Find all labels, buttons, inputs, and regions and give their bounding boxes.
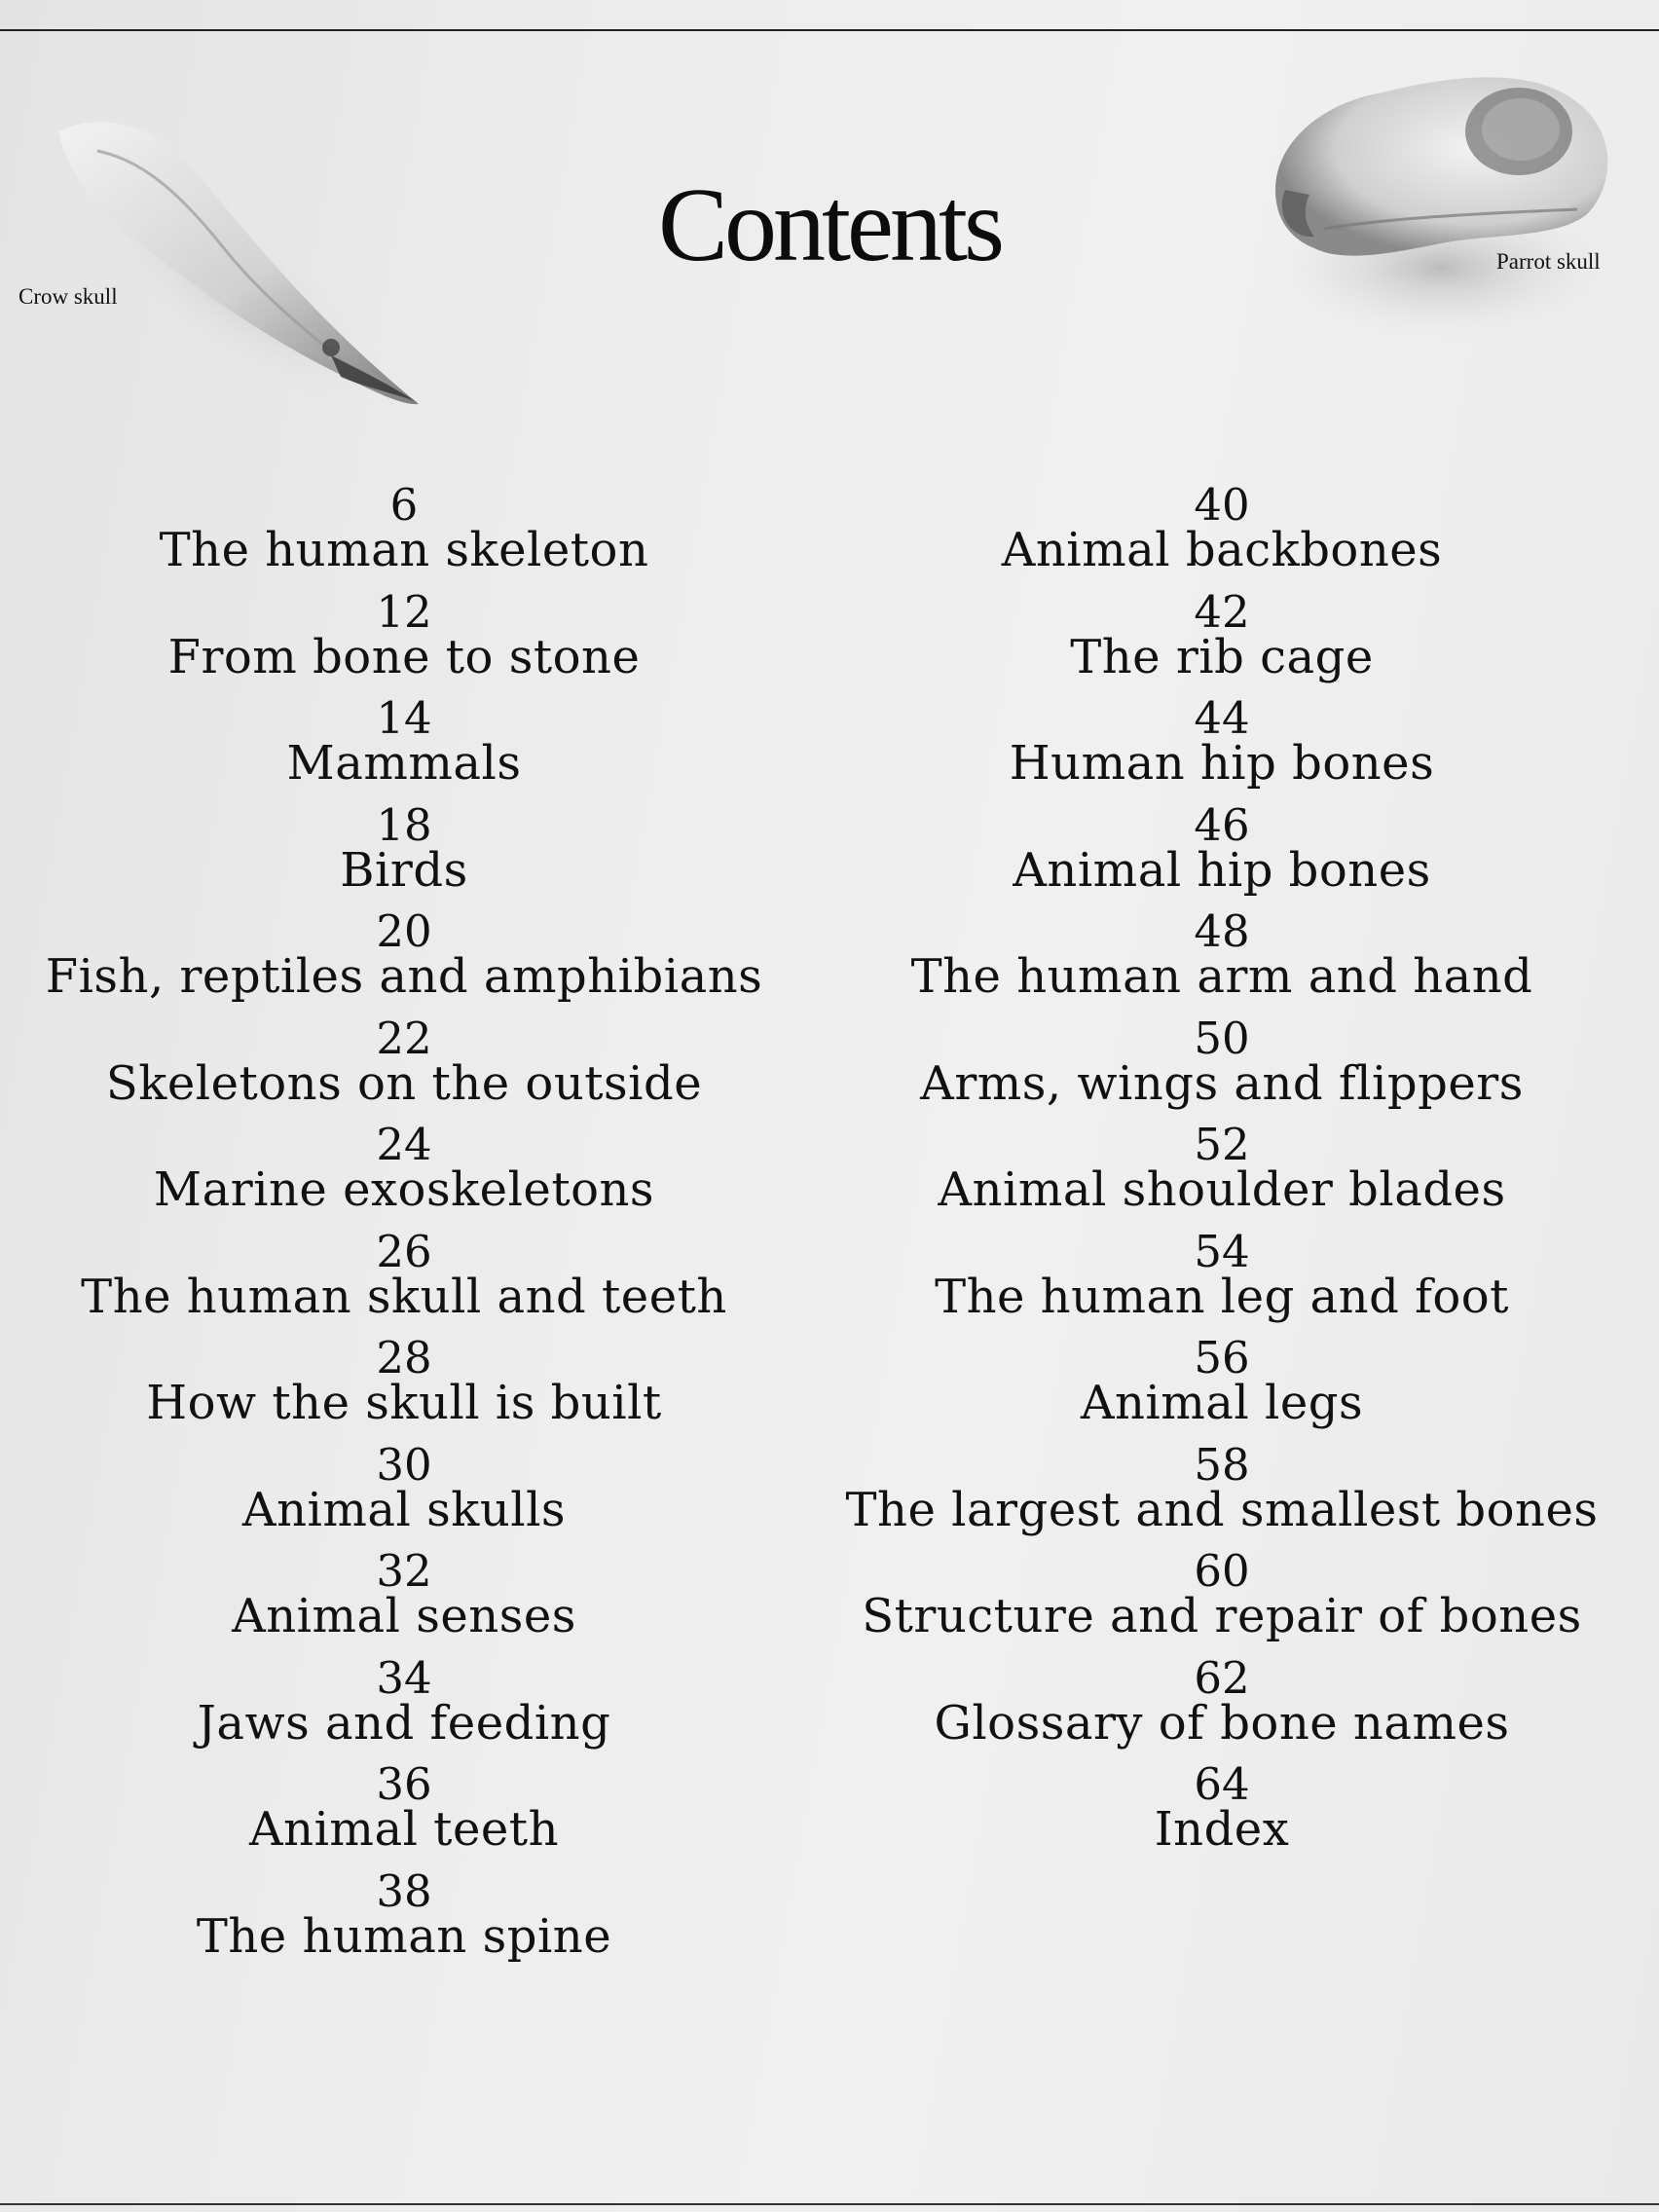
toc-entry [818,1119,1626,1231]
toc-entry-page-number: 32 [376,1545,432,1597]
toc-entry-page-number: 30 [376,1438,432,1491]
toc-right-column [818,479,1626,1870]
toc-entry [0,1864,808,1977]
toc-entry [0,692,808,804]
toc-entry-title: Fish, reptiles and amphibians [45,949,763,1004]
toc-entry-title: Animal shoulder blades [938,1162,1506,1217]
toc-entry-title: Animal legs [1080,1376,1364,1430]
toc-entry-page-number: 12 [376,585,432,638]
toc-entry-title: Birds [340,842,468,898]
toc-entry-title: Glossary of bone names [934,1695,1510,1751]
toc-entry-page-number: 22 [376,1012,432,1064]
toc-entry-page-number: 60 [1194,1545,1250,1597]
toc-entry-title: Mammals [286,736,522,791]
toc-entry-page-number: 50 [1194,1012,1250,1064]
toc-entry [818,1438,1626,1551]
toc-entry [818,585,1626,698]
toc-entry-page-number: 46 [1194,798,1250,851]
toc-entry-page-number: 36 [376,1758,432,1810]
toc-entry [818,1332,1626,1444]
toc-entry [0,1225,808,1338]
toc-entry-page-number: 28 [376,1332,432,1383]
toc-entry [0,1012,808,1124]
toc-entry-title: Marine exoskeletons [153,1162,655,1217]
toc-entry-title: The human spine [196,1908,612,1964]
page-title: Contents [657,167,1001,283]
crow-skull-caption: Crow skull [18,284,118,309]
toc-entry-title: The human leg and foot [935,1269,1509,1324]
toc-entry [0,1758,808,1870]
toc-entry-title: The human arm and hand [910,949,1533,1004]
toc-entry-page-number: 42 [1194,585,1250,638]
bottom-rule [0,2203,1659,2205]
toc-entry-title: Animal teeth [249,1802,559,1857]
toc-entry [0,1545,808,1657]
toc-entry-page-number: 54 [1194,1225,1250,1277]
toc-entry-page-number: 48 [1194,905,1250,957]
toc-entry [818,1651,1626,1764]
toc-entry-page-number: 52 [1194,1119,1250,1170]
toc-left-column [0,479,808,1976]
toc-entry [0,479,808,591]
toc-entry-title: How the skull is built [146,1376,662,1430]
toc-entry-page-number: 6 [389,479,419,531]
toc-entry-page-number: 34 [376,1651,432,1704]
toc-entry-page-number: 64 [1194,1758,1250,1810]
toc-entry-title: Skeletons on the outside [105,1055,703,1111]
toc-entry-title: Structure and repair of bones [862,1589,1582,1643]
toc-entry-title: From bone to stone [167,629,641,684]
toc-entry-page-number: 38 [376,1864,432,1917]
toc-entry-title: Animal hip bones [1013,842,1431,898]
toc-entry-page-number: 14 [376,692,432,744]
toc-entry [0,1332,808,1444]
toc-entry-title: The largest and smallest bones [845,1482,1599,1537]
toc-entry [818,1758,1626,1870]
top-rule [0,29,1659,31]
toc-entry-page-number: 40 [1194,479,1250,531]
toc-entry-title: The human skull and teeth [81,1269,727,1324]
toc-entry-title: Animal skulls [241,1482,567,1537]
toc-entry-page-number: 62 [1194,1651,1250,1704]
toc-entry [0,1119,808,1231]
toc-entry-title: Human hip bones [1009,736,1435,791]
toc-entry-title: The human skeleton [159,523,649,577]
toc-entry-page-number: 56 [1194,1332,1250,1383]
toc-entry-page-number: 24 [376,1119,432,1170]
toc-entry [818,1545,1626,1657]
toc-entry [0,905,808,1017]
toc-entry-page-number: 26 [376,1225,432,1277]
toc-entry-page-number: 44 [1194,692,1250,744]
parrot-skull-caption: Parrot skull [1496,249,1601,274]
toc-entry-title: The rib cage [1070,629,1374,684]
toc-entry-title: Animal backbones [1001,523,1443,577]
toc-entry [818,905,1626,1017]
toc-entry [0,798,808,911]
toc-entry-title: Arms, wings and flippers [920,1055,1524,1111]
toc-entry-page-number: 58 [1194,1438,1250,1491]
toc-entry [0,1438,808,1551]
toc-entry [0,585,808,698]
toc-entry-title: Animal senses [232,1589,576,1643]
toc-entry [818,798,1626,911]
toc-entry [818,479,1626,591]
toc-entry-page-number: 20 [376,905,432,957]
toc-entry-page-number: 18 [376,798,432,851]
toc-entry [818,1012,1626,1124]
toc-entry [818,1225,1626,1338]
toc-entry-title: Index [1154,1802,1290,1857]
toc-entry [0,1651,808,1764]
toc-entry [818,692,1626,804]
toc-entry-title: Jaws and feeding [197,1695,611,1751]
